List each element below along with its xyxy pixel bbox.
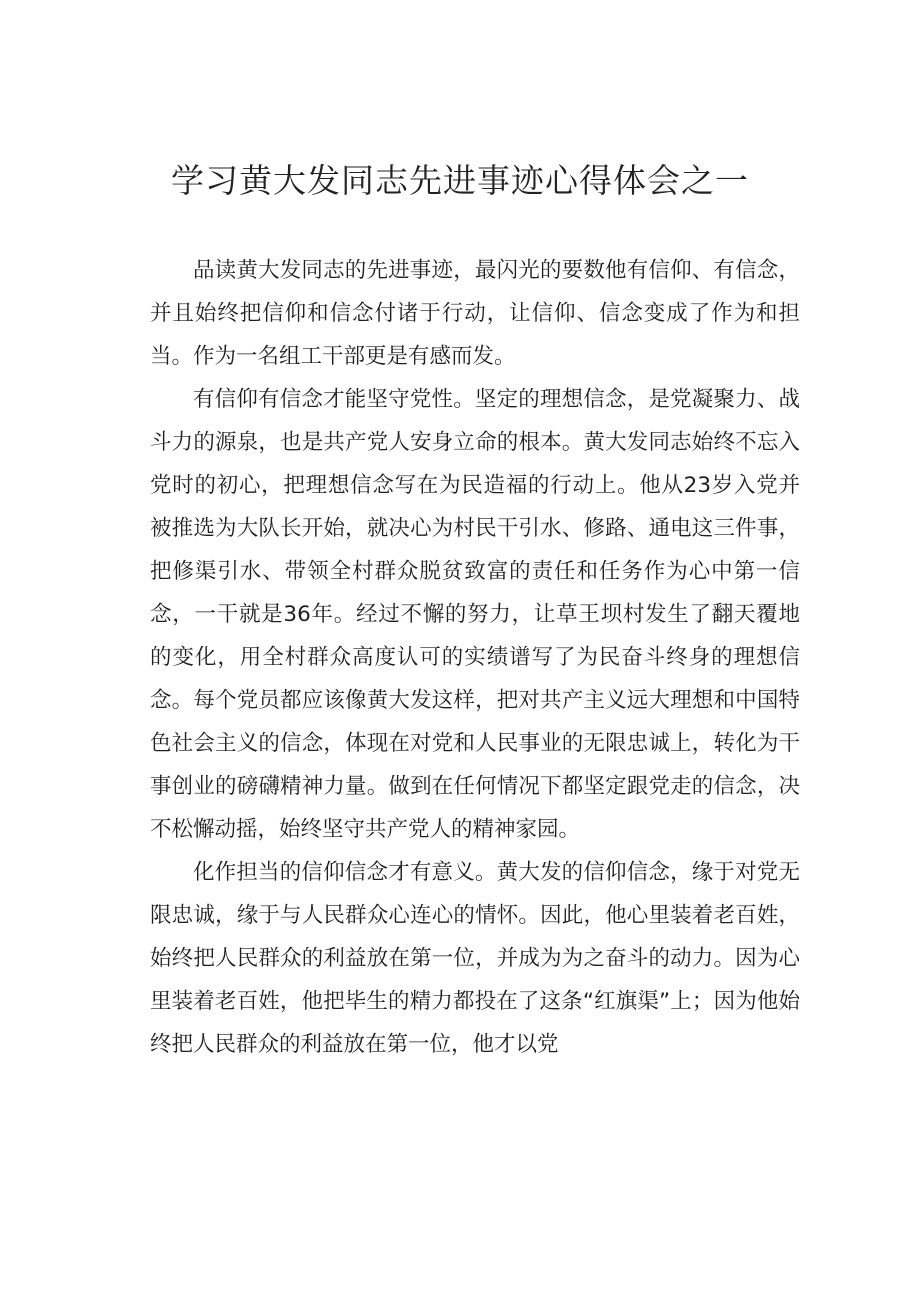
paragraph-intro: 品读黄大发同志的先进事迹，最闪光的要数他有信仰、有信念，并且始终把信仰和信念付诸于行动，让信仰、信念变成了作为和担当。作为一名组工干部更是有感而发。: [150, 258, 800, 369]
paragraph-faith-responsibility: 化作担当的信仰信念才有意义。黄大发的信仰信念，缘于对党无限忠诚，缘于与人民群众心连心的情怀。因此，他心里装着老百姓，始终把人民群众的利益放在第一位，并成为为之奋斗的动力。因为心里装着老百姓，他把毕生的精力都投在了这条“红旗渠”上；因为他始终把人民群众的利益放在第一位，他才以党: [150, 860, 800, 1057]
paragraph-faith-party-spirit: 有信仰有信念才能坚守党性。坚定的理想信念，是党凝聚力、战斗力的源泉，也是共产党人安身立命的根本。黄大发同志始终不忘入党时的初心，把理想信念写在为民造福的行动上。他从23岁入党并被推选为大队长开始，就决心为村民干引水、修路、通电这三件事，把修渠引水、带领全村群众脱贫致富的责任和任务作为心中第一信念，一干就是36年。经过不懈的努力，让草王坝村发生了翻天覆地的变化，用全村群众高度认可的实绩谱写了为民奋斗终身的理想信念。每个党员都应该像黄大发这样，把对共产主义远大理想和中国特色社会主义的信念，体现在对党和人民事业的无限忠诚上，转化为干事创业的磅礴精神力量。做到在任何情况下都坚定跟党走的信念，决不松懈动摇，始终坚守共产党人的精神家园。: [150, 387, 800, 842]
document-title: 学习黄大发同志先进事迹心得体会之一: [171, 161, 749, 200]
document-body: [150, 249, 800, 1066]
